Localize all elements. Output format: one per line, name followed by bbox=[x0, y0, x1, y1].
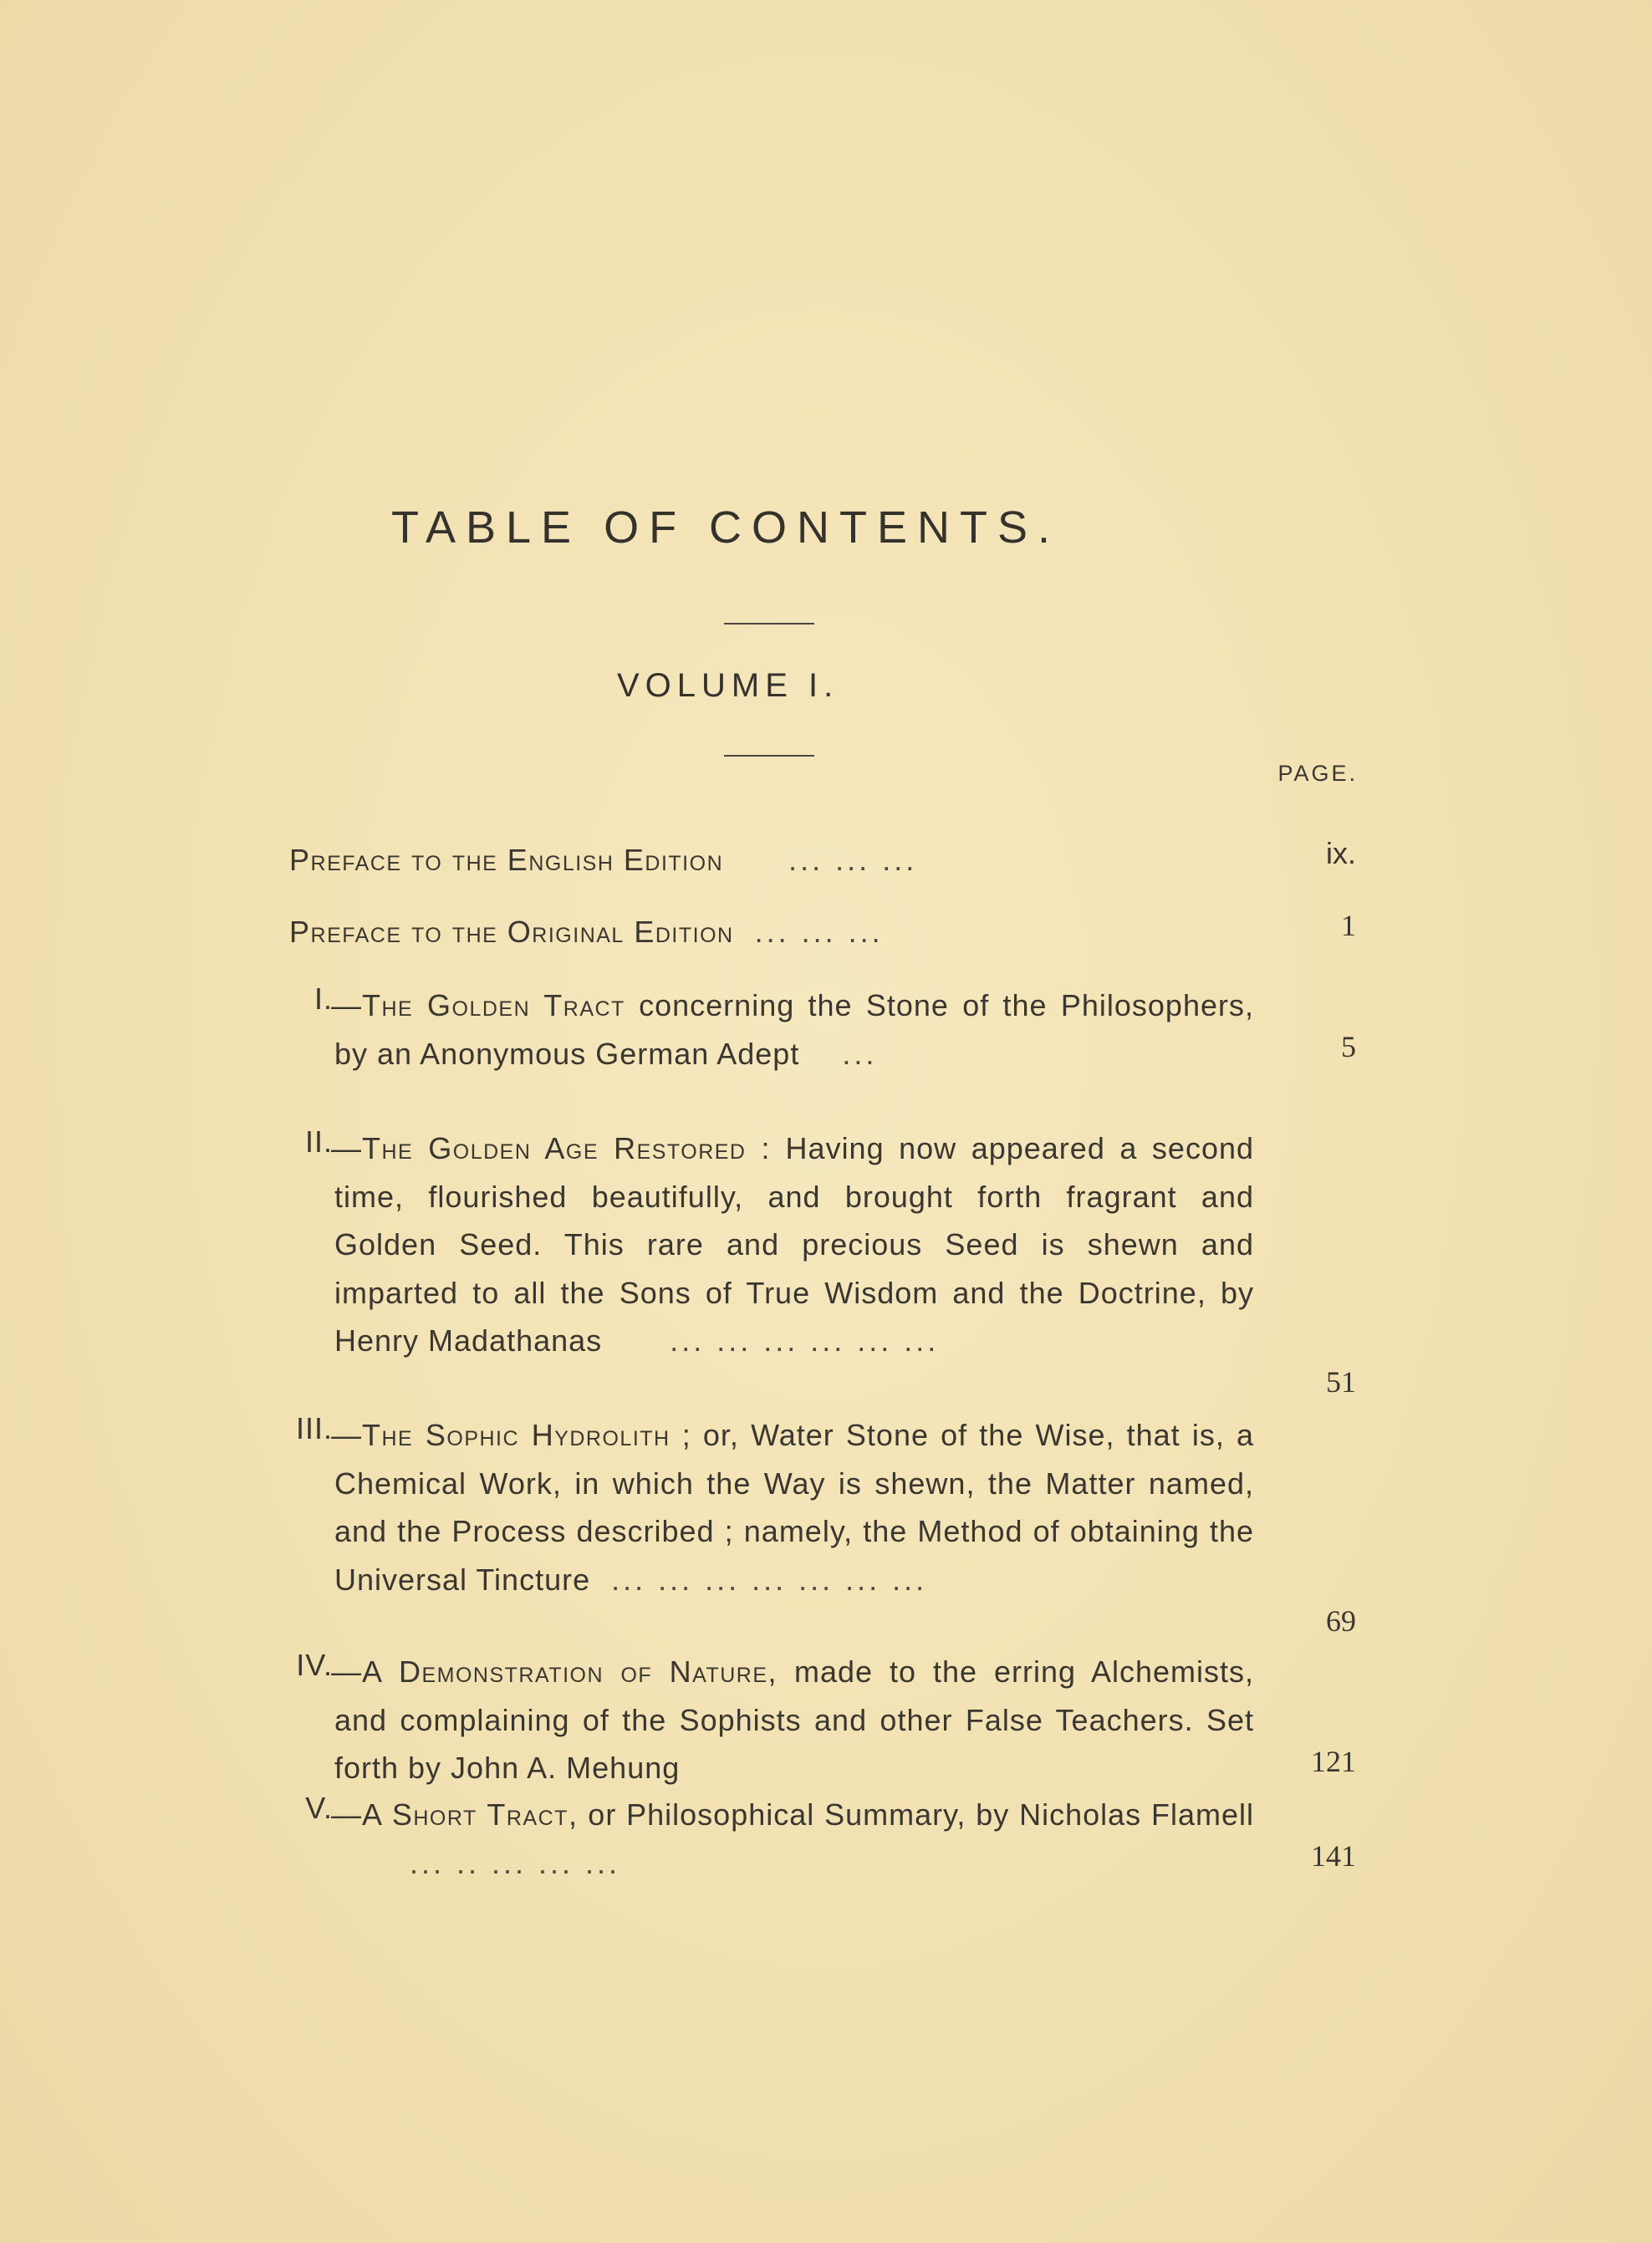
toc-entry-text: —The Golden Age Restored : Having now appeared a second time, flourished beautifully, and brought forth fragrant and Golden Seed. This rare and precious Seed is shewn and imparted to all the Sons of True Wisdom and the Doctrine, by Henry Madathanas ... ... ... ... ... ... bbox=[331, 1131, 1255, 1358]
leader-dots: ... ... ... ... ... ... ... bbox=[611, 1562, 928, 1597]
entry-page-number: 1 bbox=[1341, 909, 1356, 942]
leader-dots: ... ... ... ... ... ... bbox=[670, 1323, 940, 1358]
page-column-label: PAGE. bbox=[1277, 761, 1358, 786]
toc-entry-text bbox=[289, 836, 1209, 884]
leader-dots: ... bbox=[842, 1036, 878, 1071]
entry-numeral: III. bbox=[295, 1411, 333, 1445]
entry-heading: Preface to the English Edition bbox=[289, 843, 724, 877]
entry-heading: A Short Tract, bbox=[362, 1797, 579, 1832]
page-title: TABLE OF CONTENTS. bbox=[391, 502, 1061, 553]
toc-entry-text: —The Golden Tract concerning the Stone of the Philosophers, by an Anonymous German Adept ... bbox=[331, 988, 1254, 1071]
entry-heading: Preface to the Original Edition bbox=[289, 915, 734, 949]
leader-dots: ... .. ... ... ... bbox=[410, 1845, 621, 1880]
entry-numeral: I. bbox=[314, 981, 333, 1016]
toc-entry-text: —The Sophic Hydrolith ; or, Water Stone of the Wise, that is, a Chemical Work, in which the Way is shewn, the Matter named, and the Process described ; namely, the Method of obtaining the Universal Tincture ... ... ... ... ... ... ... bbox=[331, 1418, 1255, 1597]
entry-page-number: ix. bbox=[1326, 836, 1356, 870]
entry-page-number: 51 bbox=[1326, 1365, 1356, 1399]
entry-description: or Philosophical Summary, by Nicholas Flamell bbox=[578, 1797, 1255, 1832]
volume-heading: VOLUME I. bbox=[617, 667, 839, 704]
entry-numeral: IV. bbox=[296, 1648, 333, 1682]
entry-numeral: V. bbox=[305, 1791, 333, 1825]
entry-page-number: 5 bbox=[1341, 1030, 1356, 1063]
toc-entry-text: —A Demonstration of Nature, made to the erring Alchemists, and complaining of the Sophists and other False Teachers. Set forth by John A. Mehung bbox=[331, 1654, 1254, 1785]
entry-page-number: 121 bbox=[1311, 1745, 1356, 1778]
entry-description: ; or, Water Stone of the Wise, that is, a Chemical Work, in which the Way is shewn, the Matter named, and the Process described ; namely, the Method of obtaining the Universal Tincture bbox=[334, 1418, 1255, 1597]
leader-dots: ... ... ... bbox=[754, 915, 884, 949]
toc-entry-text: —A Short Tract, or Philosophical Summary, by Nicholas Flamell ... .. ... ... ... bbox=[331, 1797, 1255, 1880]
entry-description: made to the erring Alchemists, and complaining of the Sophists and other False Teachers. Set forth by John A. Mehung bbox=[334, 1654, 1254, 1785]
entry-heading: A Demonstration of Nature, bbox=[362, 1654, 778, 1689]
leader-dots: ... ... ... bbox=[788, 843, 918, 877]
entry-page-number: 141 bbox=[1311, 1839, 1356, 1873]
entry-heading: The Golden Tract bbox=[362, 988, 625, 1022]
entry-description: concerning the Stone of the Philosophers, by an Anonymous German Adept bbox=[334, 988, 1254, 1071]
entry-numeral: II. bbox=[304, 1124, 333, 1159]
entry-page-number: 69 bbox=[1326, 1604, 1356, 1638]
entry-description: Having now appeared a second time, flourished beautifully, and brought forth fragrant and Golden Seed. This rare and precious Seed is shewn and imparted to all the Sons of True Wisdom and the Doctrine, by Henry Madathanas bbox=[334, 1131, 1255, 1358]
toc-entry-text bbox=[289, 908, 1209, 956]
entry-heading: The Sophic Hydrolith bbox=[362, 1418, 670, 1452]
entry-heading: The Golden Age Restored : bbox=[362, 1131, 772, 1165]
